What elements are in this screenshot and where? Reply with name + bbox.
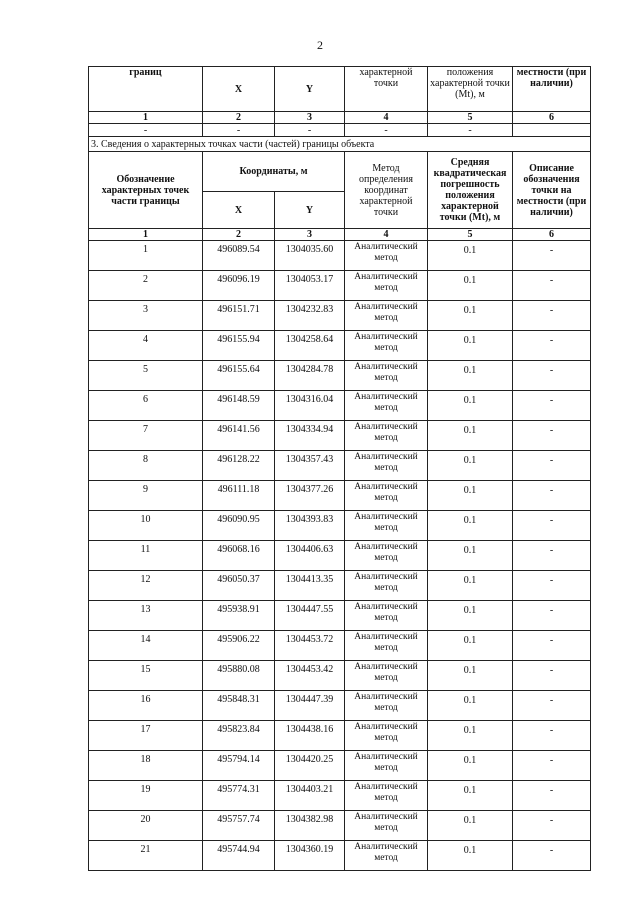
- dash-cell: -: [345, 124, 428, 137]
- coord-y: 1304377.26: [275, 481, 345, 511]
- method-cell: Аналитический метод: [345, 451, 428, 481]
- table-row: [89, 631, 591, 661]
- point-number: 14: [89, 631, 203, 661]
- point-number: 19: [89, 781, 203, 811]
- accuracy-cell: 0.1: [428, 601, 513, 631]
- accuracy-cell: 0.1: [428, 571, 513, 601]
- coord-x: 495794.14: [203, 751, 275, 781]
- accuracy-cell: 0.1: [428, 661, 513, 691]
- method-cell: Аналитический метод: [345, 511, 428, 541]
- header-y: Y: [275, 192, 345, 229]
- description-cell: -: [513, 481, 591, 511]
- table-row: [89, 241, 591, 271]
- coord-y: 1304453.42: [275, 661, 345, 691]
- column-number: 1: [89, 229, 203, 241]
- accuracy-cell: 0.1: [428, 301, 513, 331]
- coord-x: 495774.31: [203, 781, 275, 811]
- point-number: 3: [89, 301, 203, 331]
- coord-y: 1304035.60: [275, 241, 345, 271]
- accuracy-cell: 0.1: [428, 691, 513, 721]
- coord-x: 496111.18: [203, 481, 275, 511]
- table-row: [89, 841, 591, 871]
- method-cell: Аналитический метод: [345, 331, 428, 361]
- point-number: 17: [89, 721, 203, 751]
- table-row: [89, 391, 591, 421]
- dash-cell: -: [203, 124, 275, 137]
- page-number: 2: [317, 38, 323, 52]
- coord-y: 1304053.17: [275, 271, 345, 301]
- dash-cell: [513, 124, 591, 137]
- accuracy-cell: 0.1: [428, 781, 513, 811]
- coord-y: 1304316.04: [275, 391, 345, 421]
- header-description: Описание обозначения точки на местности (при наличии): [513, 152, 591, 229]
- accuracy-cell: 0.1: [428, 721, 513, 751]
- coord-y: 1304393.83: [275, 511, 345, 541]
- point-number: 20: [89, 811, 203, 841]
- table-row: [89, 541, 591, 571]
- method-cell: Аналитический метод: [345, 421, 428, 451]
- table-row: [89, 421, 591, 451]
- point-number: 4: [89, 331, 203, 361]
- point-number: 16: [89, 691, 203, 721]
- coord-y: 1304413.35: [275, 571, 345, 601]
- header-cell: местности (при наличии): [513, 67, 591, 112]
- column-number: 1: [89, 112, 203, 124]
- column-number: 2: [203, 229, 275, 241]
- coord-x: 496155.94: [203, 331, 275, 361]
- coord-x: 496151.71: [203, 301, 275, 331]
- method-cell: Аналитический метод: [345, 811, 428, 841]
- point-number: 8: [89, 451, 203, 481]
- point-number: 7: [89, 421, 203, 451]
- header-cell: границ: [89, 67, 203, 112]
- accuracy-cell: 0.1: [428, 241, 513, 271]
- description-cell: -: [513, 721, 591, 751]
- header-coordinates: Координаты, м: [203, 152, 345, 192]
- description-cell: -: [513, 301, 591, 331]
- coord-x: 496155.64: [203, 361, 275, 391]
- column-number-row: [89, 112, 591, 124]
- point-number: 1: [89, 241, 203, 271]
- point-number: 5: [89, 361, 203, 391]
- point-number: 9: [89, 481, 203, 511]
- method-cell: Аналитический метод: [345, 391, 428, 421]
- coord-y: 1304403.21: [275, 781, 345, 811]
- coord-y: 1304382.98: [275, 811, 345, 841]
- table-row: [89, 781, 591, 811]
- table-row: [89, 511, 591, 541]
- table-row: [89, 361, 591, 391]
- point-number: 2: [89, 271, 203, 301]
- accuracy-cell: 0.1: [428, 331, 513, 361]
- coord-x: 495938.91: [203, 601, 275, 631]
- accuracy-cell: 0.1: [428, 811, 513, 841]
- table-row: [89, 271, 591, 301]
- table-row: [89, 751, 591, 781]
- accuracy-cell: 0.1: [428, 391, 513, 421]
- table-row: [89, 691, 591, 721]
- accuracy-cell: 0.1: [428, 361, 513, 391]
- description-cell: -: [513, 241, 591, 271]
- boundary-points-table: [88, 66, 591, 871]
- description-cell: -: [513, 421, 591, 451]
- accuracy-cell: 0.1: [428, 631, 513, 661]
- description-cell: -: [513, 511, 591, 541]
- accuracy-cell: 0.1: [428, 271, 513, 301]
- header-cell: Y: [275, 67, 345, 112]
- description-cell: -: [513, 661, 591, 691]
- coord-y: 1304360.19: [275, 841, 345, 871]
- method-cell: Аналитический метод: [345, 691, 428, 721]
- header-cell: X: [203, 67, 275, 112]
- header-accuracy: Средняя квадратическая погрешность положения характерной точки (Mt), м: [428, 152, 513, 229]
- coord-x: 495744.94: [203, 841, 275, 871]
- section-title: 3. Сведения о характерных точках части (частей) границы объекта: [89, 137, 591, 152]
- column-number: 3: [275, 112, 345, 124]
- coord-y: 1304420.25: [275, 751, 345, 781]
- table-row: [89, 301, 591, 331]
- point-number: 15: [89, 661, 203, 691]
- description-cell: -: [513, 541, 591, 571]
- table-row: [89, 721, 591, 751]
- coord-x: 496128.22: [203, 451, 275, 481]
- accuracy-cell: 0.1: [428, 451, 513, 481]
- coord-x: 496090.95: [203, 511, 275, 541]
- column-number: 5: [428, 229, 513, 241]
- dash-cell: -: [89, 124, 203, 137]
- coord-x: 495823.84: [203, 721, 275, 751]
- accuracy-cell: 0.1: [428, 421, 513, 451]
- column-number: 6: [513, 112, 591, 124]
- coord-x: 496096.19: [203, 271, 275, 301]
- coord-x: 496141.56: [203, 421, 275, 451]
- column-number: 5: [428, 112, 513, 124]
- coord-y: 1304453.72: [275, 631, 345, 661]
- method-cell: Аналитический метод: [345, 781, 428, 811]
- coord-x: 496148.59: [203, 391, 275, 421]
- coord-x: 496068.16: [203, 541, 275, 571]
- description-cell: -: [513, 571, 591, 601]
- accuracy-cell: 0.1: [428, 841, 513, 871]
- header-method: Метод определения координат характерной точки: [345, 152, 428, 229]
- coord-y: 1304258.64: [275, 331, 345, 361]
- coord-x: 496050.37: [203, 571, 275, 601]
- method-cell: Аналитический метод: [345, 481, 428, 511]
- method-cell: Аналитический метод: [345, 271, 428, 301]
- header-x: X: [203, 192, 275, 229]
- description-cell: -: [513, 811, 591, 841]
- coord-y: 1304447.55: [275, 601, 345, 631]
- description-cell: -: [513, 451, 591, 481]
- coord-y: 1304232.83: [275, 301, 345, 331]
- point-number: 21: [89, 841, 203, 871]
- method-cell: Аналитический метод: [345, 571, 428, 601]
- accuracy-cell: 0.1: [428, 751, 513, 781]
- method-cell: Аналитический метод: [345, 751, 428, 781]
- point-number: 13: [89, 601, 203, 631]
- coord-x: 495880.08: [203, 661, 275, 691]
- coord-y: 1304357.43: [275, 451, 345, 481]
- column-number: 3: [275, 229, 345, 241]
- column-number: 2: [203, 112, 275, 124]
- coord-x: 495757.74: [203, 811, 275, 841]
- accuracy-cell: 0.1: [428, 511, 513, 541]
- method-cell: Аналитический метод: [345, 631, 428, 661]
- dash-cell: -: [275, 124, 345, 137]
- column-number: 6: [513, 229, 591, 241]
- table-row: [89, 661, 591, 691]
- point-number: 18: [89, 751, 203, 781]
- table-header-row: [89, 152, 591, 192]
- method-cell: Аналитический метод: [345, 661, 428, 691]
- column-number: 4: [345, 112, 428, 124]
- coord-y: 1304406.63: [275, 541, 345, 571]
- table-row: [89, 451, 591, 481]
- description-cell: -: [513, 361, 591, 391]
- method-cell: Аналитический метод: [345, 241, 428, 271]
- description-cell: -: [513, 691, 591, 721]
- method-cell: Аналитический метод: [345, 601, 428, 631]
- method-cell: Аналитический метод: [345, 361, 428, 391]
- coord-x: 495906.22: [203, 631, 275, 661]
- coord-y: 1304438.16: [275, 721, 345, 751]
- coord-y: 1304447.39: [275, 691, 345, 721]
- description-cell: -: [513, 331, 591, 361]
- description-cell: -: [513, 271, 591, 301]
- description-cell: -: [513, 631, 591, 661]
- point-number: 6: [89, 391, 203, 421]
- empty-row: [89, 124, 591, 137]
- header-cell: положения характерной точки (Mt), м: [428, 67, 513, 112]
- point-number: 10: [89, 511, 203, 541]
- method-cell: Аналитический метод: [345, 301, 428, 331]
- table-row: [89, 481, 591, 511]
- point-number: 12: [89, 571, 203, 601]
- description-cell: -: [513, 391, 591, 421]
- coord-y: 1304334.94: [275, 421, 345, 451]
- description-cell: -: [513, 841, 591, 871]
- column-number-row: [89, 229, 591, 241]
- method-cell: Аналитический метод: [345, 841, 428, 871]
- section-title-row: [89, 137, 591, 152]
- coord-y: 1304284.78: [275, 361, 345, 391]
- table-row: [89, 811, 591, 841]
- header-cell: характерной точки: [345, 67, 428, 112]
- table-row: [89, 571, 591, 601]
- point-number: 11: [89, 541, 203, 571]
- method-cell: Аналитический метод: [345, 541, 428, 571]
- table-row: [89, 331, 591, 361]
- description-cell: -: [513, 751, 591, 781]
- table-row: [89, 601, 591, 631]
- dash-cell: -: [428, 124, 513, 137]
- description-cell: -: [513, 601, 591, 631]
- header-designation: Обозначение характерных точек части границы: [89, 152, 203, 229]
- continued-header-row: [89, 67, 591, 112]
- accuracy-cell: 0.1: [428, 481, 513, 511]
- method-cell: Аналитический метод: [345, 721, 428, 751]
- coord-x: 495848.31: [203, 691, 275, 721]
- coord-x: 496089.54: [203, 241, 275, 271]
- description-cell: -: [513, 781, 591, 811]
- column-number: 4: [345, 229, 428, 241]
- accuracy-cell: 0.1: [428, 541, 513, 571]
